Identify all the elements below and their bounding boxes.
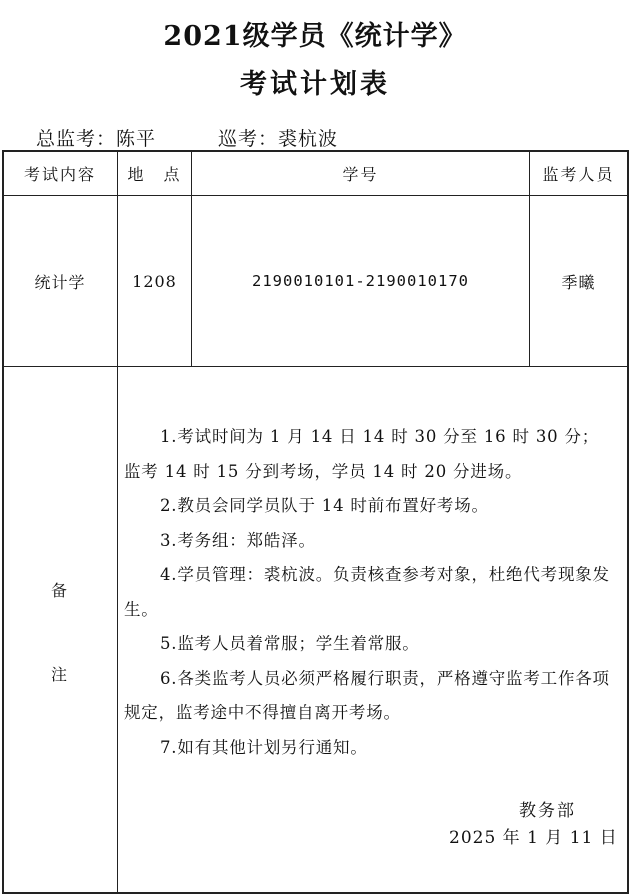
title-line-2: 考试计划表 [240,69,390,100]
proctor-line [36,124,338,151]
cell-invigilator: 季曦 [561,272,596,292]
note-3: 3.考务组：郑皓泽。 [160,530,316,550]
header-subject: 考试内容 [23,164,96,184]
row-divider [2,366,628,367]
header-invigilator: 监考人员 [542,164,615,184]
cell-subject: 统计学 [34,272,86,292]
header-student-ids: 学号 [342,164,379,184]
remarks-notes [124,420,624,765]
table-bottom-border [2,892,628,894]
patrol-label: 巡考： [218,128,279,150]
title-line-1: 2021级学员《统计学》 [163,21,467,52]
cell-student-ids: 2190010101-2190010170 [252,272,469,290]
header-location: 地 点 [127,164,182,184]
note-2: 2.教员会同学员队于 14 时前布置好考场。 [160,496,489,515]
note-1-cont: 监考 14 时 15 分到考场，学员 14 时 20 分进场。 [124,461,523,481]
remark-label-2: 注 [50,665,67,684]
note-7: 7.如有其他计划另行通知。 [160,737,368,757]
note-6: 6.各类监考人员必须严格履行职责，严格遵守监考工作各项规定，监考途中不得擅自离开考场。 [124,668,610,722]
signature-date: 2025 年 1 月 11 日 [449,828,618,848]
note-1: 1.考试时间为 1 月 14 日 14 时 30 分至 16 时 30 分； [160,427,600,446]
patrol-name: 裘杭波 [278,128,339,150]
chief-proctor-name: 陈平 [116,128,157,150]
chief-proctor-label: 总监考： [36,128,117,150]
remark-label-1: 备 [50,581,67,600]
signature-dept: 教务部 [519,801,576,821]
table-right-border [627,150,629,894]
cell-room: 1208 [132,271,177,291]
note-4: 4.学员管理：裘杭波。负责核查参考对象，杜绝代考现象发生。 [124,565,610,619]
note-5: 5.监考人员着常服；学生着常服。 [160,634,420,653]
